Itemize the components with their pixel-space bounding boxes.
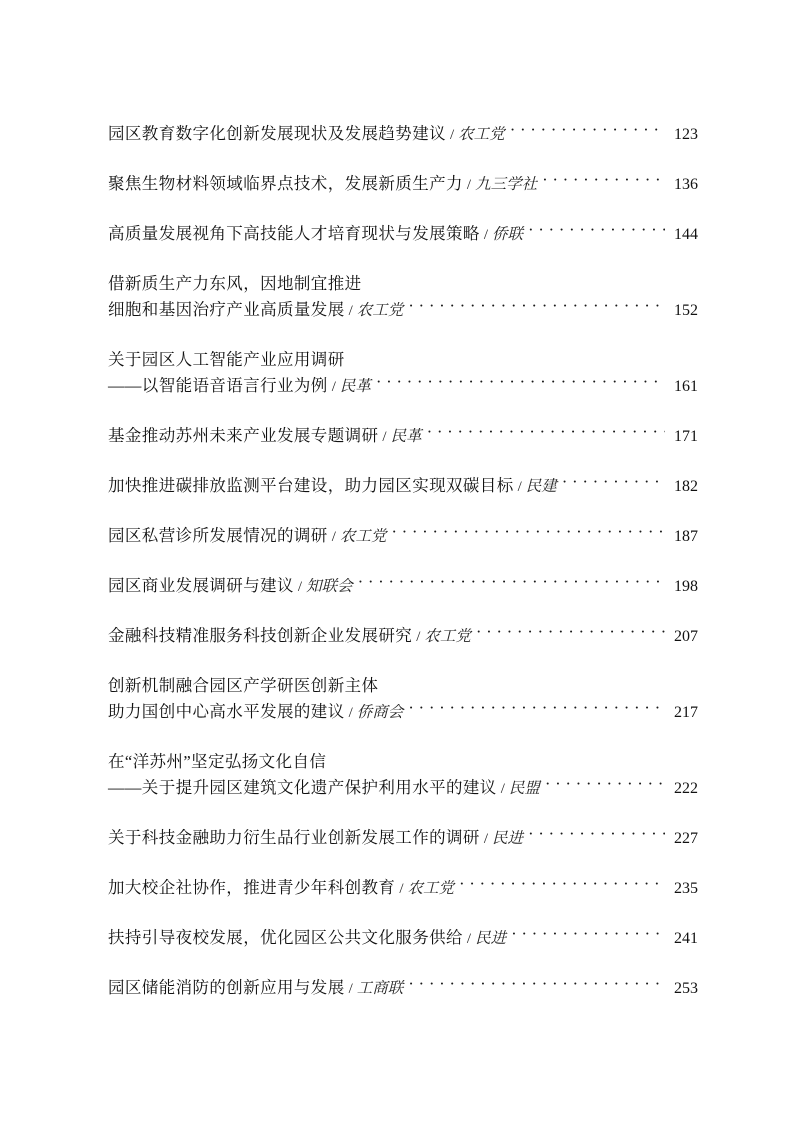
toc-entry-main-line [108,572,698,596]
toc-entry-page-number: 217 [674,704,698,721]
toc-entry-title: 园区商业发展调研与建议 [108,576,294,595]
toc-entry-author: 农工党 [458,125,505,143]
toc-entry-title: 扶持引导夜校发展，优化园区公共文化服务供给 [108,928,463,947]
toc-entry-main-line [108,372,698,396]
toc-entry-main-line [108,296,698,320]
toc-entry[interactable] [108,270,698,320]
toc-entry-title: 关于园区人工智能产业应用调研 [108,350,345,369]
toc-entry-page-number: 144 [674,226,698,243]
toc-entry-main-line [108,698,698,722]
toc-entry[interactable] [108,748,698,798]
toc-separator: / [517,479,522,495]
toc-entry[interactable] [108,874,698,898]
toc-entry-page-number: 182 [674,478,698,495]
toc-entry-main-line [108,622,698,646]
toc-dot-leader [427,425,665,441]
toc-entry-main-line [108,824,698,848]
toc-entry-sub-line [108,346,698,370]
toc-separator: / [382,429,387,445]
toc-dot-leader [542,173,665,189]
toc-entry-main-line [108,120,698,144]
toc-dot-leader [391,525,665,541]
toc-entry-main-line [108,522,698,546]
toc-entry-main-line [108,170,698,194]
toc-entry-sub-line [108,748,698,772]
toc-entry-author: 九三学社 [475,175,538,193]
toc-dot-leader [408,299,665,315]
toc-entry-title: 高质量发展视角下高技能人才培育现状与发展策略 [108,224,480,243]
toc-entry-main-line [108,974,698,998]
toc-entry[interactable] [108,622,698,646]
toc-entry[interactable] [108,572,698,596]
toc-entry-title: 聚焦生物材料领域临界点技术，发展新质生产力 [108,174,463,193]
toc-entry[interactable] [108,974,698,998]
toc-entry-page-number: 187 [674,528,698,545]
toc-entry-page-number: 152 [674,302,698,319]
toc-entry-main-line [108,774,698,798]
toc-separator: / [331,529,336,545]
toc-entry-title: 园区私营诊所发展情况的调研 [108,526,328,545]
toc-entry-page-number: 207 [674,628,698,645]
toc-separator: / [331,379,336,395]
toc-entry-author: 侨商会 [356,703,404,721]
toc-entry-author: 民盟 [508,779,540,797]
toc-entry-title: 园区储能消防的创新应用与发展 [108,978,345,997]
toc-entry-sub-line [108,270,698,294]
toc-entry-title: 细胞和基因治疗产业高质量发展 [108,300,345,319]
toc-entry[interactable] [108,170,698,194]
toc-dot-leader [545,777,665,793]
toc-separator: / [348,705,353,721]
toc-entry-author: 民进 [475,929,507,947]
toc-entry[interactable] [108,422,698,446]
toc-entry-page-number: 123 [674,126,698,143]
toc-entry[interactable] [108,346,698,396]
toc-dot-leader [528,827,665,843]
toc-dot-leader [528,223,665,239]
toc-entry-title: 加快推进碳排放监测平台建设，助力园区实现双碳目标 [108,476,514,495]
toc-entry-title: 借新质生产力东风，因地制宜推进 [108,274,362,293]
toc-entry-author: 农工党 [356,301,404,319]
toc-entry[interactable] [108,824,698,848]
toc-entry-title: 关于科技金融助力衍生品行业创新发展工作的调研 [108,828,480,847]
toc-separator: / [297,579,303,595]
toc-separator: / [399,881,404,897]
toc-entry-title: ——以智能语音语言行业为例 [108,376,328,395]
toc-entry-author: 民进 [491,829,523,847]
toc-dot-leader [376,375,665,391]
toc-entry[interactable] [108,924,698,948]
toc-entry-title: 助力国创中心高水平发展的建议 [108,702,345,721]
toc-entry-main-line [108,472,698,496]
toc-entry-sub-line [108,672,698,696]
toc-entry-author: 工商联 [356,979,404,997]
toc-entry[interactable] [108,120,698,144]
toc-separator: / [466,177,472,193]
toc-separator: / [500,781,505,797]
toc-entry-author: 民建 [525,477,557,495]
toc-entry-title: 园区教育数字化创新发展现状及发展趋势建议 [108,124,446,143]
toc-entry[interactable] [108,522,698,546]
toc-entry-author: 民革 [339,377,371,395]
table-of-contents [108,120,698,998]
toc-entry[interactable] [108,672,698,722]
toc-dot-leader [358,575,665,591]
toc-entry-main-line [108,220,698,244]
toc-dot-leader [408,977,665,993]
toc-entry-page-number: 136 [674,176,698,193]
toc-entry-title: 加大校企社协作，推进青少年科创教育 [108,878,396,897]
toc-dot-leader [510,123,665,139]
toc-dot-leader [476,625,665,641]
toc-separator: / [466,931,472,947]
toc-entry-title: 金融科技精准服务科技创新企业发展研究 [108,626,413,645]
toc-separator: / [348,981,353,997]
toc-separator: / [348,303,353,319]
toc-entry-main-line [108,924,698,948]
toc-entry[interactable] [108,220,698,244]
toc-entry-page-number: 241 [674,930,698,947]
toc-entry-author: 知联会 [306,577,353,595]
toc-entry-author: 农工党 [407,879,454,897]
toc-entry-main-line [108,422,698,446]
toc-separator: / [450,127,455,143]
toc-entry[interactable] [108,472,698,496]
toc-dot-leader [408,701,665,717]
toc-separator: / [483,227,488,243]
toc-entry-page-number: 171 [674,428,698,445]
toc-entry-main-line [108,874,698,898]
toc-entry-author: 农工党 [339,527,387,545]
toc-entry-title: 创新机制融合园区产学研医创新主体 [108,676,379,695]
toc-dot-leader [562,475,665,491]
toc-entry-author: 民革 [390,427,422,445]
toc-entry-author: 农工党 [424,627,471,645]
toc-dot-leader [511,927,665,943]
toc-entry-page-number: 227 [674,830,698,847]
toc-entry-page-number: 235 [674,880,698,897]
toc-entry-author: 侨联 [491,225,523,243]
toc-separator: / [483,831,488,847]
toc-dot-leader [459,877,665,893]
toc-entry-page-number: 161 [674,378,698,395]
toc-entry-page-number: 253 [674,980,698,997]
toc-entry-page-number: 222 [674,780,698,797]
toc-entry-title: 在“洋苏州”坚定弘扬文化自信 [108,752,327,771]
toc-entry-title: ——关于提升园区建筑文化遗产保护利用水平的建议 [108,778,497,797]
toc-entry-title: 基金推动苏州未来产业发展专题调研 [108,426,379,445]
toc-separator: / [416,629,421,645]
toc-entry-page-number: 198 [674,578,698,595]
